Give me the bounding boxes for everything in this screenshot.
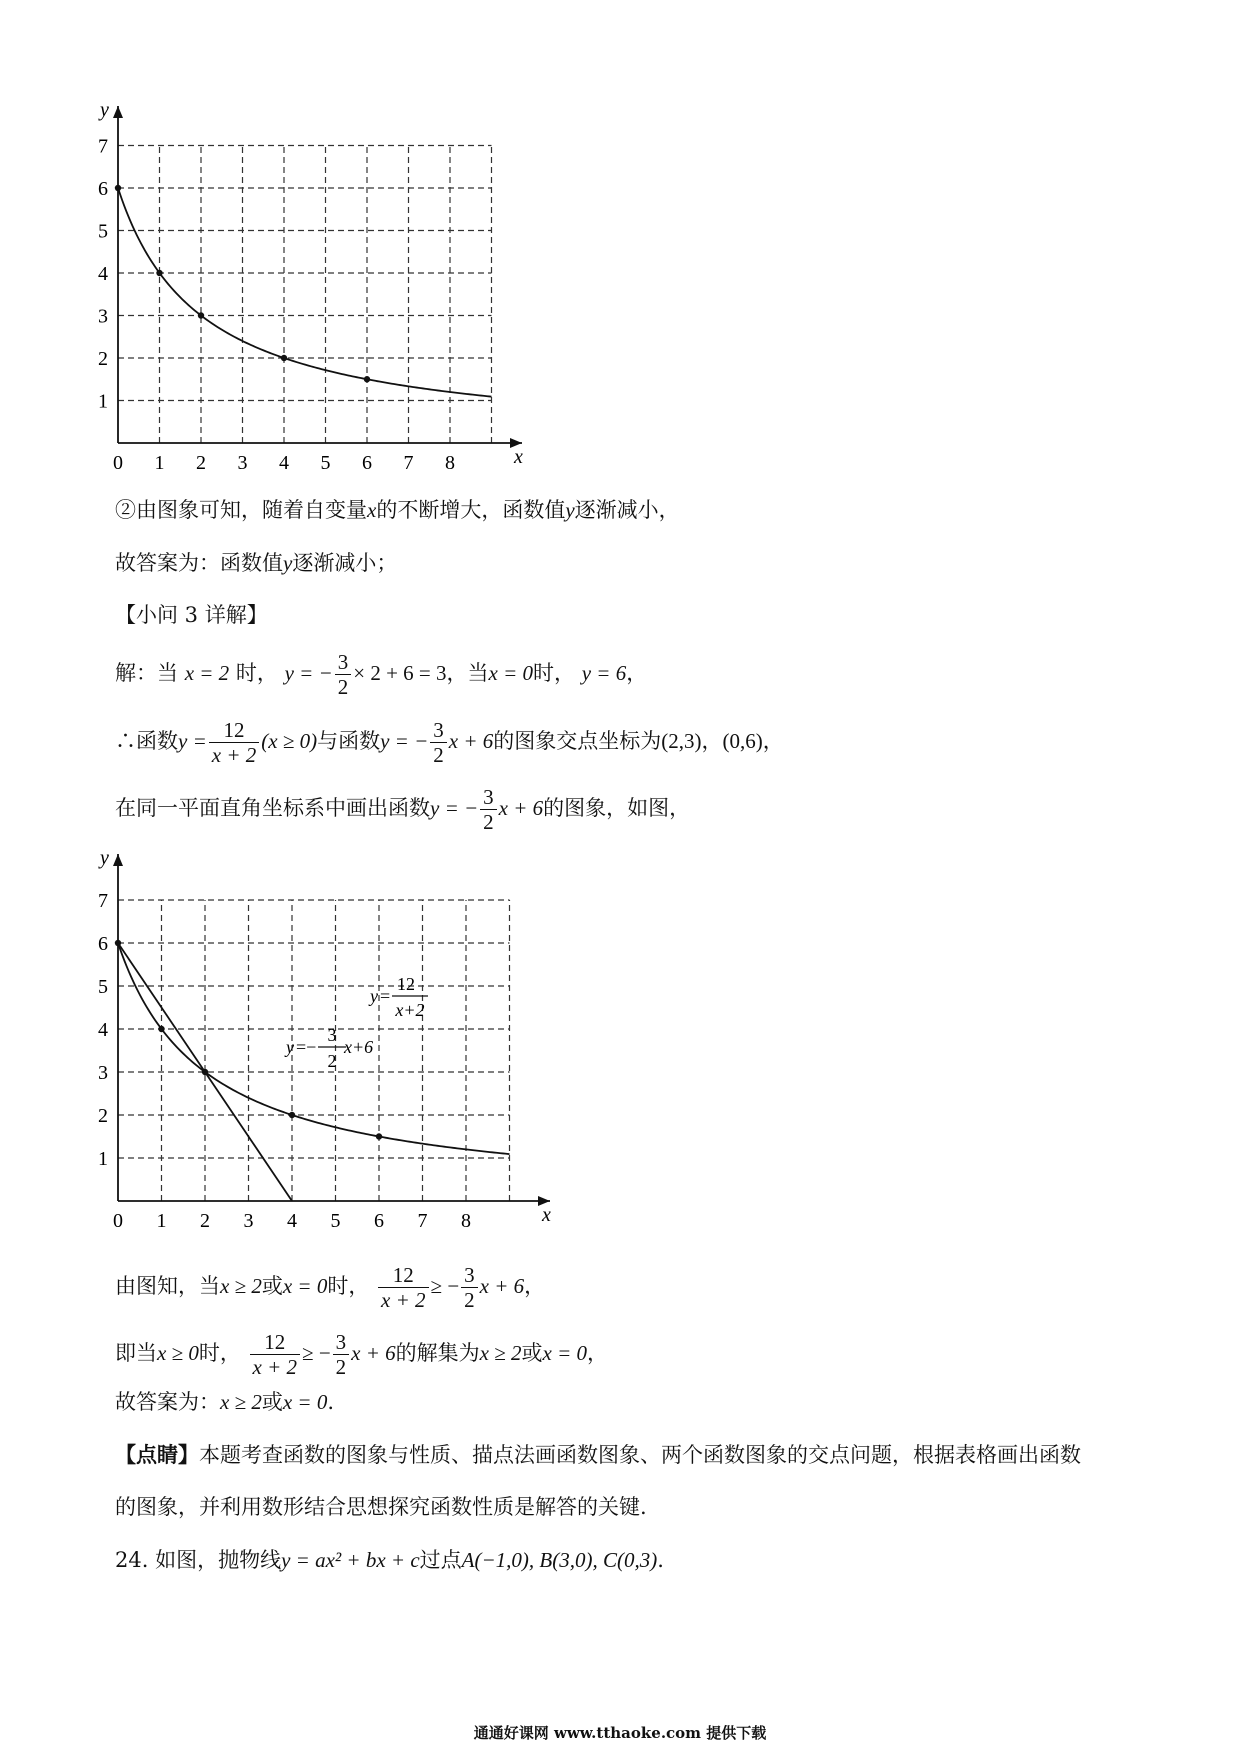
curve-label-numerator: 12 bbox=[397, 974, 415, 994]
x-tick-label: 4 bbox=[279, 452, 289, 474]
y-tick-label: 6 bbox=[98, 933, 108, 955]
x-tick-label: 2 bbox=[200, 1210, 210, 1232]
x-axis-label: x bbox=[514, 446, 523, 468]
data-point bbox=[158, 1026, 164, 1032]
fraction: $\frac{12}{x + 2}$ bbox=[378, 1263, 429, 1312]
y-tick-label: 2 bbox=[98, 348, 108, 370]
y-tick-label: 1 bbox=[98, 390, 108, 413]
x-tick-label: 0 bbox=[113, 1210, 123, 1232]
y-tick-label: 7 bbox=[98, 890, 108, 912]
fraction: $\frac{3}{2}$ bbox=[333, 1330, 350, 1379]
y-tick-label: 3 bbox=[98, 1062, 108, 1084]
x-tick-label: 5 bbox=[330, 1210, 341, 1232]
curve-label-y: y bbox=[370, 986, 378, 1006]
y-tick-label: 3 bbox=[98, 305, 108, 328]
fraction: $\frac{3}{2}$ bbox=[335, 650, 352, 699]
x-axis-label: x bbox=[542, 1204, 551, 1226]
line-label-numerator: 3 bbox=[327, 1025, 337, 1045]
graph-reciprocal-function bbox=[80, 90, 523, 480]
x-tick-label: 3 bbox=[243, 1210, 254, 1232]
y-tick-label: 2 bbox=[98, 1105, 108, 1127]
fraction: $\frac{3}{2}$ bbox=[461, 1263, 478, 1312]
data-point bbox=[376, 1133, 382, 1139]
x-tick-label: 1 bbox=[154, 452, 165, 474]
y-tick-label: 4 bbox=[98, 263, 108, 285]
result-line-2: 即当x ≥ 0时， $\frac{12}{x + 2}$ ≥ − $\frac{3}{2}$ x + 6的解集为x ≥ 2或x = 0， bbox=[115, 1330, 609, 1379]
fraction: $\frac{12}{x + 2}$ bbox=[250, 1330, 301, 1379]
y-tick-label: 4 bbox=[98, 1019, 108, 1041]
y-tick-label: 6 bbox=[98, 178, 108, 200]
section-heading: 【小问 3 详解】 bbox=[115, 603, 268, 627]
line-label-y: y bbox=[286, 1037, 294, 1057]
x-tick-label: 6 bbox=[362, 452, 372, 474]
solution-line-3: 在同一平面直角坐标系中画出函数y = − $\frac{3}{2}$ x + 6的图象，如图， bbox=[115, 785, 691, 834]
graph-two-functions bbox=[80, 840, 560, 1240]
curve-label-eq: = bbox=[380, 986, 391, 1006]
y-tick-label: 1 bbox=[98, 1148, 108, 1170]
solution-line-1: 解：当 x = 2 时， y = − $\frac{3}{2}$ × 2 + 6 = 3，当x = 0时， y = 6， bbox=[115, 650, 648, 699]
fraction: $\frac{12}{x + 2}$ bbox=[209, 718, 260, 767]
x-tick-label: 7 bbox=[403, 452, 414, 474]
paragraph-conclusion: ②由图象可知，随着自变量x的不断增大，函数值y逐渐减小， bbox=[115, 498, 680, 522]
line-label-rest: x+6 bbox=[344, 1037, 374, 1057]
x-tick-label: 7 bbox=[417, 1210, 428, 1232]
x-tick-label: 4 bbox=[287, 1210, 297, 1232]
y-axis-label: y bbox=[100, 847, 109, 869]
x-tick-label: 8 bbox=[461, 1210, 471, 1232]
x-tick-label: 5 bbox=[320, 452, 331, 474]
line-label-denominator: 2 bbox=[327, 1051, 337, 1071]
line-label bbox=[284, 1025, 373, 1071]
page-footer: 通通好课网 www.tthaoke.com 提供下载 bbox=[473, 1724, 767, 1742]
x-tick-label: 3 bbox=[237, 452, 248, 474]
paragraph-answer-2: 故答案为：函数值y逐渐减小； bbox=[115, 551, 398, 575]
data-point bbox=[198, 312, 204, 318]
data-point bbox=[364, 376, 370, 382]
y-tick-label: 7 bbox=[98, 135, 108, 158]
x-tick-label: 0 bbox=[113, 452, 123, 474]
comment-line-1: 【点睛】本题考查函数的图象与性质、描点法画函数图象、两个函数图象的交点问题，根据表格画出函数 bbox=[115, 1442, 1081, 1467]
curve-series bbox=[118, 188, 492, 397]
data-point bbox=[115, 185, 121, 191]
question-24: 24. 如图，抛物线y = ax² + bx + c过点A(−1,0), B(3,0), C(0,3). bbox=[115, 1548, 664, 1572]
fraction: $\frac{3}{2}$ bbox=[430, 718, 447, 767]
curve-label-denominator: x+2 bbox=[395, 1000, 425, 1020]
x-tick-label: 2 bbox=[196, 452, 206, 474]
line-series bbox=[118, 943, 292, 1201]
x-tick-label: 8 bbox=[445, 452, 455, 474]
y-axis-label: y bbox=[100, 99, 109, 121]
data-point bbox=[156, 270, 162, 276]
solution-line-2: ∴函数y = $\frac{12}{x + 2}$ (x ≥ 0)与函数y = − $\frac{3}{2}$ x + 6的图象交点坐标为(2,3)，(0,6)， bbox=[115, 718, 784, 767]
answer-line: 故答案为：x ≥ 2或x = 0. bbox=[115, 1390, 335, 1414]
comment-line-2: 的图象，并利用数形结合思想探究函数性质是解答的关键. bbox=[115, 1495, 647, 1519]
curve-label bbox=[368, 974, 428, 1020]
y-tick-label: 5 bbox=[98, 220, 108, 243]
data-point bbox=[289, 1112, 295, 1118]
y-tick-label: 5 bbox=[98, 976, 108, 998]
grid bbox=[118, 146, 492, 444]
line-label-eq: =− bbox=[296, 1037, 317, 1057]
fraction: $\frac{3}{2}$ bbox=[480, 785, 497, 834]
x-tick-label: 6 bbox=[374, 1210, 384, 1232]
data-point bbox=[281, 355, 287, 361]
y-axis-arrow bbox=[113, 106, 123, 118]
x-tick-label: 1 bbox=[156, 1210, 167, 1232]
y-axis-arrow bbox=[113, 854, 123, 866]
result-line-1: 由图知，当x ≥ 2或x = 0时， $\frac{12}{x + 2}$ ≥ − $\frac{3}{2}$ x + 6， bbox=[115, 1263, 546, 1312]
